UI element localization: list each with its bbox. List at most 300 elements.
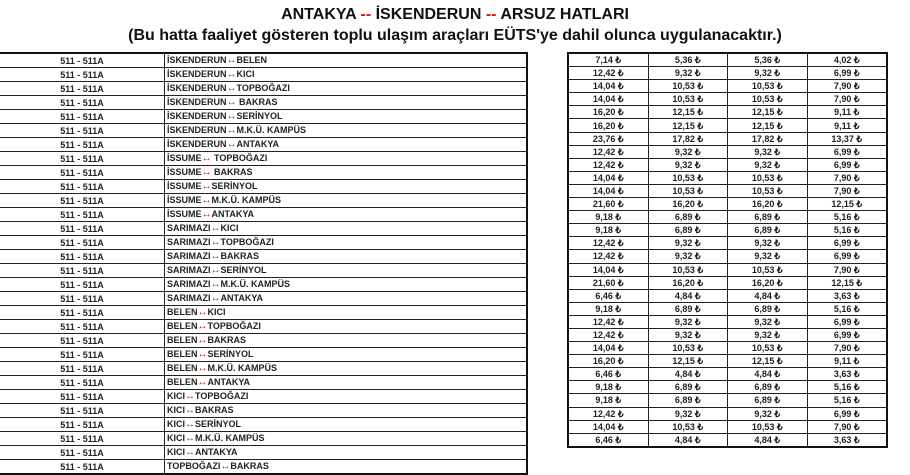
fare-cell: 13,37 ₺ xyxy=(807,132,887,145)
table-row xyxy=(0,404,527,418)
fare-cell: 6,89 ₺ xyxy=(728,224,808,237)
fare-cell: 9,32 ₺ xyxy=(728,145,808,158)
route-from: İSSUME xyxy=(167,195,202,205)
fare-cell: 5,16 ₺ xyxy=(807,224,887,237)
route-cell xyxy=(165,348,528,362)
route-to: BAKRAS xyxy=(220,251,260,261)
page-subtitle: (Bu hatta faaliyet gösteren toplu ulaşım araçları EÜTS'ye dahil olunca uygulanacaktır.) xyxy=(128,27,782,44)
route-from: SARIMAZI xyxy=(167,237,211,247)
route-cell xyxy=(165,138,528,152)
bidirectional-arrow-icon: ↔ xyxy=(226,83,237,94)
route-cell xyxy=(165,320,528,334)
fare-cell: 9,32 ₺ xyxy=(728,407,808,420)
table-row xyxy=(568,433,887,447)
fare-cell: 12,15 ₺ xyxy=(807,276,887,289)
fare-cell: 12,42 ₺ xyxy=(568,158,648,171)
route-from: İSSUME xyxy=(167,209,202,219)
fare-cell: 7,90 ₺ xyxy=(807,263,887,276)
title-arsuz: ARSUZ HATLARI xyxy=(500,6,629,23)
route-from: BELEN xyxy=(167,335,198,345)
fare-cell: 6,89 ₺ xyxy=(648,224,728,237)
route-to: TOPBOĞAZI xyxy=(195,391,249,401)
fare-cell: 9,32 ₺ xyxy=(648,250,728,263)
route-from: İSSUME xyxy=(167,153,202,163)
table-row xyxy=(0,222,527,236)
route-cell xyxy=(165,222,528,236)
fare-cell: 16,20 ₺ xyxy=(568,119,648,132)
line-code: 511 - 511A xyxy=(0,166,165,180)
route-from: TOPBOĞAZI xyxy=(167,461,221,471)
route-from: BELEN xyxy=(167,349,198,359)
route-cell xyxy=(165,110,528,124)
table-row xyxy=(568,328,887,341)
fare-cell: 3,63 ₺ xyxy=(807,433,887,447)
route-to: M.K.Ü. KAMPÜS xyxy=(195,433,265,443)
route-cell xyxy=(165,236,528,250)
fare-cell: 16,20 ₺ xyxy=(568,355,648,368)
route-cell xyxy=(165,250,528,264)
line-code: 511 - 511A xyxy=(0,362,165,376)
bidirectional-arrow-icon: ↔ xyxy=(185,391,195,402)
fare-cell: 12,42 ₺ xyxy=(568,407,648,420)
fare-cell: 12,15 ₺ xyxy=(648,119,728,132)
line-code: 511 - 511A xyxy=(0,208,165,222)
route-to: BAKRAS xyxy=(207,335,247,345)
bidirectional-arrow-icon: ↔ xyxy=(185,433,195,444)
fare-cell: 6,99 ₺ xyxy=(807,67,887,80)
bidirectional-arrow-icon: ↔ xyxy=(226,125,237,136)
line-code: 511 - 511A xyxy=(0,96,165,110)
route-cell xyxy=(165,82,528,96)
fare-cell: 4,84 ₺ xyxy=(648,289,728,302)
table-row xyxy=(0,180,527,194)
table-row xyxy=(0,138,527,152)
line-code: 511 - 511A xyxy=(0,278,165,292)
fare-cell: 9,32 ₺ xyxy=(648,67,728,80)
route-from: İSKENDERUN xyxy=(167,55,227,65)
route-cell xyxy=(165,166,528,180)
route-to: BAKRAS xyxy=(195,405,234,415)
fare-cell: 10,53 ₺ xyxy=(648,263,728,276)
fare-cell: 9,32 ₺ xyxy=(728,315,808,328)
fare-cell: 12,42 ₺ xyxy=(568,250,648,263)
fare-cell: 14,04 ₺ xyxy=(568,420,648,433)
bidirectional-arrow-icon: ↔ xyxy=(197,377,208,388)
fare-cell: 21,60 ₺ xyxy=(568,198,648,211)
fare-cell: 21,60 ₺ xyxy=(568,276,648,289)
fare-cell: 6,89 ₺ xyxy=(648,302,728,315)
fare-cell: 6,99 ₺ xyxy=(807,407,887,420)
bidirectional-arrow-icon: ↔ xyxy=(210,251,221,262)
route-to: BAKRAS xyxy=(230,461,269,471)
table-row xyxy=(0,418,527,432)
title-separator: -- xyxy=(360,6,372,23)
bidirectional-arrow-icon: ↔ xyxy=(197,363,208,374)
route-to: ANTAKYA xyxy=(220,293,264,303)
table-row xyxy=(568,355,887,368)
table-row xyxy=(0,208,527,222)
fare-cell: 6,99 ₺ xyxy=(807,158,887,171)
route-from: SARIMAZI xyxy=(167,265,211,275)
table-row xyxy=(568,263,887,276)
fare-cell: 17,82 ₺ xyxy=(728,132,808,145)
table-row xyxy=(0,348,527,362)
line-code: 511 - 511A xyxy=(0,82,165,96)
bidirectional-arrow-icon: ↔ xyxy=(197,307,208,318)
route-to: KICI xyxy=(207,307,226,317)
fare-cell: 9,32 ₺ xyxy=(728,158,808,171)
fare-cell: 9,11 ₺ xyxy=(807,119,887,132)
table-row xyxy=(0,124,527,138)
fare-cell: 14,04 ₺ xyxy=(568,80,648,93)
route-from: SARIMAZI xyxy=(167,279,211,289)
table-row xyxy=(568,80,887,93)
fare-cell: 9,11 ₺ xyxy=(807,106,887,119)
table-row xyxy=(568,224,887,237)
fares-table xyxy=(567,52,888,448)
fare-cell: 6,89 ₺ xyxy=(648,211,728,224)
fare-cell: 9,32 ₺ xyxy=(728,67,808,80)
bidirectional-arrow-icon: ↔ xyxy=(210,237,221,248)
route-from: BELEN xyxy=(167,321,198,331)
route-to: ANTAKYA xyxy=(211,209,255,219)
table-row xyxy=(0,110,527,124)
fare-cell: 10,53 ₺ xyxy=(728,342,808,355)
bidirectional-arrow-icon: ↔ xyxy=(226,97,237,108)
table-row xyxy=(568,198,887,211)
fare-cell: 5,16 ₺ xyxy=(807,394,887,407)
route-from: BELEN xyxy=(167,307,198,317)
fare-cell: 4,84 ₺ xyxy=(728,368,808,381)
table-row xyxy=(0,306,527,320)
table-row xyxy=(0,152,527,166)
fare-cell: 17,82 ₺ xyxy=(648,132,728,145)
table-row xyxy=(568,211,887,224)
fare-cell: 10,53 ₺ xyxy=(648,184,728,197)
table-row xyxy=(568,237,887,250)
route-from: İSKENDERUN xyxy=(167,97,227,107)
fare-cell: 9,32 ₺ xyxy=(648,237,728,250)
route-cell xyxy=(165,334,528,348)
fare-cell: 6,99 ₺ xyxy=(807,315,887,328)
fare-cell: 6,89 ₺ xyxy=(728,302,808,315)
bidirectional-arrow-icon: ↔ xyxy=(201,153,212,164)
table-row xyxy=(0,194,527,208)
route-cell xyxy=(165,292,528,306)
route-from: KICI xyxy=(167,419,185,429)
fare-cell: 10,53 ₺ xyxy=(648,80,728,93)
route-to: SERİNYOL xyxy=(211,181,258,191)
route-cell xyxy=(165,432,528,446)
fare-cell: 4,84 ₺ xyxy=(648,368,728,381)
route-from: SARIMAZI xyxy=(167,223,211,233)
route-from: İSKENDERUN xyxy=(167,69,227,79)
line-code: 511 - 511A xyxy=(0,152,165,166)
route-to: M.K.Ü. KAMPÜS xyxy=(211,195,282,205)
line-code: 511 - 511A xyxy=(0,404,165,418)
line-code: 511 - 511A xyxy=(0,334,165,348)
route-to: M.K.Ü. KAMPÜS xyxy=(220,279,290,289)
fare-cell: 9,18 ₺ xyxy=(568,394,648,407)
table-row xyxy=(0,334,527,348)
fare-cell: 9,32 ₺ xyxy=(728,328,808,341)
fare-cell: 16,20 ₺ xyxy=(728,198,808,211)
fare-cell: 12,15 ₺ xyxy=(648,355,728,368)
bidirectional-arrow-icon: ↔ xyxy=(197,321,208,332)
bidirectional-arrow-icon: ↔ xyxy=(210,223,221,234)
fare-cell: 7,90 ₺ xyxy=(807,184,887,197)
bidirectional-arrow-icon: ↔ xyxy=(185,419,195,430)
route-cell xyxy=(165,96,528,110)
route-cell xyxy=(165,194,528,208)
fare-cell: 9,11 ₺ xyxy=(807,355,887,368)
line-code: 511 - 511A xyxy=(0,222,165,236)
line-code: 511 - 511A xyxy=(0,460,165,475)
fare-cell: 9,18 ₺ xyxy=(568,381,648,394)
title-antakya: ANTAKYA xyxy=(281,6,357,23)
fare-cell: 7,90 ₺ xyxy=(807,420,887,433)
route-cell xyxy=(165,404,528,418)
bidirectional-arrow-icon: ↔ xyxy=(226,139,237,150)
table-row xyxy=(568,381,887,394)
fare-cell: 9,32 ₺ xyxy=(728,250,808,263)
fare-cell: 9,18 ₺ xyxy=(568,302,648,315)
line-code: 511 - 511A xyxy=(0,376,165,390)
fare-cell: 6,46 ₺ xyxy=(568,433,648,447)
fare-cell: 10,53 ₺ xyxy=(728,184,808,197)
table-row xyxy=(568,145,887,158)
table-row xyxy=(568,342,887,355)
fare-cell: 5,16 ₺ xyxy=(807,381,887,394)
fare-cell: 6,46 ₺ xyxy=(568,289,648,302)
fare-cell: 10,53 ₺ xyxy=(728,171,808,184)
fare-cell: 6,99 ₺ xyxy=(807,145,887,158)
route-from: SARIMAZI xyxy=(167,293,211,303)
title-separator: -- xyxy=(485,6,497,23)
table-row xyxy=(568,394,887,407)
fare-cell: 9,32 ₺ xyxy=(648,158,728,171)
route-cell xyxy=(165,208,528,222)
fare-cell: 7,14 ₺ xyxy=(568,53,648,67)
route-to: SERİNYOL xyxy=(236,111,283,121)
table-row xyxy=(568,276,887,289)
route-from: KICI xyxy=(167,391,185,401)
route-to: M.K.Ü. KAMPÜS xyxy=(207,363,278,373)
bidirectional-arrow-icon: ↔ xyxy=(185,405,195,416)
bidirectional-arrow-icon: ↔ xyxy=(201,167,212,178)
fare-cell: 9,32 ₺ xyxy=(648,145,728,158)
route-cell xyxy=(165,124,528,138)
table-row xyxy=(568,158,887,171)
fare-cell: 14,04 ₺ xyxy=(568,342,648,355)
route-cell xyxy=(165,68,528,82)
bidirectional-arrow-icon: ↔ xyxy=(197,335,208,346)
table-row xyxy=(568,250,887,263)
fare-cell: 9,18 ₺ xyxy=(568,224,648,237)
table-row xyxy=(568,119,887,132)
route-to: TOPBOĞAZI xyxy=(207,321,261,331)
route-to: KICI xyxy=(220,223,239,233)
fare-cell: 6,99 ₺ xyxy=(807,237,887,250)
fare-cell: 7,90 ₺ xyxy=(807,342,887,355)
fare-cell: 6,89 ₺ xyxy=(648,394,728,407)
table-row xyxy=(568,368,887,381)
route-from: KICI xyxy=(167,405,185,415)
route-to: BAKRAS xyxy=(236,97,278,107)
route-cell xyxy=(165,376,528,390)
fare-cell: 5,16 ₺ xyxy=(807,302,887,315)
table-row xyxy=(568,289,887,302)
route-cell xyxy=(165,418,528,432)
route-cell xyxy=(165,264,528,278)
route-from: İSKENDERUN xyxy=(167,111,227,121)
fare-cell: 12,42 ₺ xyxy=(568,237,648,250)
line-code: 511 - 511A xyxy=(0,418,165,432)
bidirectional-arrow-icon: ↔ xyxy=(210,293,221,304)
fare-cell: 10,53 ₺ xyxy=(728,263,808,276)
page-title xyxy=(0,6,910,24)
route-to: BAKRAS xyxy=(211,167,253,177)
fare-cell: 6,89 ₺ xyxy=(728,211,808,224)
line-code: 511 - 511A xyxy=(0,124,165,138)
route-from: İSKENDERUN xyxy=(167,125,227,135)
table-row xyxy=(0,236,527,250)
table-row xyxy=(568,302,887,315)
route-to: M.K.Ü. KAMPÜS xyxy=(236,125,307,135)
bidirectional-arrow-icon: ↔ xyxy=(226,111,237,122)
routes-table xyxy=(0,52,528,475)
table-row xyxy=(0,82,527,96)
fare-cell: 16,20 ₺ xyxy=(568,106,648,119)
table-row xyxy=(0,376,527,390)
route-to: KICI xyxy=(236,69,255,79)
route-from: BELEN xyxy=(167,377,198,387)
line-code: 511 - 511A xyxy=(0,180,165,194)
fare-cell: 12,15 ₺ xyxy=(728,106,808,119)
fare-cell: 10,53 ₺ xyxy=(648,171,728,184)
fare-cell: 5,36 ₺ xyxy=(728,53,808,67)
bidirectional-arrow-icon: ↔ xyxy=(201,181,212,192)
line-code: 511 - 511A xyxy=(0,446,165,460)
fare-cell: 6,99 ₺ xyxy=(807,250,887,263)
line-code: 511 - 511A xyxy=(0,320,165,334)
bidirectional-arrow-icon: ↔ xyxy=(201,209,212,220)
route-to: TOPBOĞAZI xyxy=(220,237,274,247)
route-from: İSKENDERUN xyxy=(167,139,227,149)
table-row xyxy=(0,320,527,334)
fare-cell: 10,53 ₺ xyxy=(728,80,808,93)
fare-cell: 4,02 ₺ xyxy=(807,53,887,67)
fare-cell: 3,63 ₺ xyxy=(807,368,887,381)
route-from: BELEN xyxy=(167,363,198,373)
fare-cell: 10,53 ₺ xyxy=(728,93,808,106)
bidirectional-arrow-icon: ↔ xyxy=(210,265,221,276)
fare-cell: 12,15 ₺ xyxy=(728,355,808,368)
line-code: 511 - 511A xyxy=(0,250,165,264)
fare-cell: 16,20 ₺ xyxy=(728,276,808,289)
bidirectional-arrow-icon: ↔ xyxy=(220,461,231,472)
fare-cell: 14,04 ₺ xyxy=(568,93,648,106)
route-to: TOPBOĞAZI xyxy=(211,153,268,163)
line-code: 511 - 511A xyxy=(0,432,165,446)
fare-cell: 7,90 ₺ xyxy=(807,93,887,106)
fare-cell: 9,32 ₺ xyxy=(648,315,728,328)
table-row xyxy=(568,53,887,67)
bidirectional-arrow-icon: ↔ xyxy=(185,447,195,458)
table-row xyxy=(0,53,527,68)
route-cell xyxy=(165,152,528,166)
fare-cell: 4,84 ₺ xyxy=(728,289,808,302)
fare-cell: 5,36 ₺ xyxy=(648,53,728,67)
fare-cell: 14,04 ₺ xyxy=(568,184,648,197)
line-code: 511 - 511A xyxy=(0,236,165,250)
fare-cell: 9,32 ₺ xyxy=(648,328,728,341)
table-row xyxy=(0,166,527,180)
fare-cell: 7,90 ₺ xyxy=(807,171,887,184)
line-code: 511 - 511A xyxy=(0,348,165,362)
fare-cell: 6,89 ₺ xyxy=(728,381,808,394)
fare-cell: 4,84 ₺ xyxy=(648,433,728,447)
route-to: ANTAKYA xyxy=(195,447,238,457)
fare-cell: 6,46 ₺ xyxy=(568,368,648,381)
fare-cell: 4,84 ₺ xyxy=(728,433,808,447)
title-iskenderun: İSKENDERUN xyxy=(375,6,482,23)
route-from: SARIMAZI xyxy=(167,251,211,261)
table-row xyxy=(0,446,527,460)
route-to: SERİNYOL xyxy=(207,349,254,359)
route-to: ANTAKYA xyxy=(236,139,280,149)
route-to: SERİNYOL xyxy=(220,265,267,275)
table-row xyxy=(568,315,887,328)
route-to: ANTAKYA xyxy=(207,377,251,387)
line-code: 511 - 511A xyxy=(0,53,165,68)
fare-cell: 9,18 ₺ xyxy=(568,211,648,224)
fare-cell: 14,04 ₺ xyxy=(568,171,648,184)
fare-cell: 9,32 ₺ xyxy=(728,237,808,250)
table-row xyxy=(0,362,527,376)
fare-cell: 12,15 ₺ xyxy=(648,106,728,119)
table-row xyxy=(0,292,527,306)
table-row xyxy=(0,390,527,404)
table-row xyxy=(0,460,527,475)
fare-cell: 5,16 ₺ xyxy=(807,211,887,224)
table-row xyxy=(0,432,527,446)
bidirectional-arrow-icon: ↔ xyxy=(197,349,208,360)
route-from: İSSUME xyxy=(167,167,202,177)
fare-cell: 9,32 ₺ xyxy=(648,407,728,420)
route-to: TOPBOĞAZI xyxy=(236,83,290,93)
table-row xyxy=(568,67,887,80)
bidirectional-arrow-icon: ↔ xyxy=(226,69,237,80)
bidirectional-arrow-icon: ↔ xyxy=(210,279,221,290)
table-row xyxy=(568,407,887,420)
line-code: 511 - 511A xyxy=(0,68,165,82)
fare-cell: 16,20 ₺ xyxy=(648,276,728,289)
route-cell xyxy=(165,362,528,376)
line-code: 511 - 511A xyxy=(0,110,165,124)
table-row xyxy=(568,420,887,433)
fare-cell: 12,42 ₺ xyxy=(568,315,648,328)
fare-cell: 6,99 ₺ xyxy=(807,328,887,341)
table-row xyxy=(0,68,527,82)
line-code: 511 - 511A xyxy=(0,264,165,278)
table-row xyxy=(568,184,887,197)
route-from: KICI xyxy=(167,447,185,457)
fare-cell: 10,53 ₺ xyxy=(648,93,728,106)
route-cell xyxy=(165,446,528,460)
line-code: 511 - 511A xyxy=(0,292,165,306)
fare-cell: 12,42 ₺ xyxy=(568,328,648,341)
